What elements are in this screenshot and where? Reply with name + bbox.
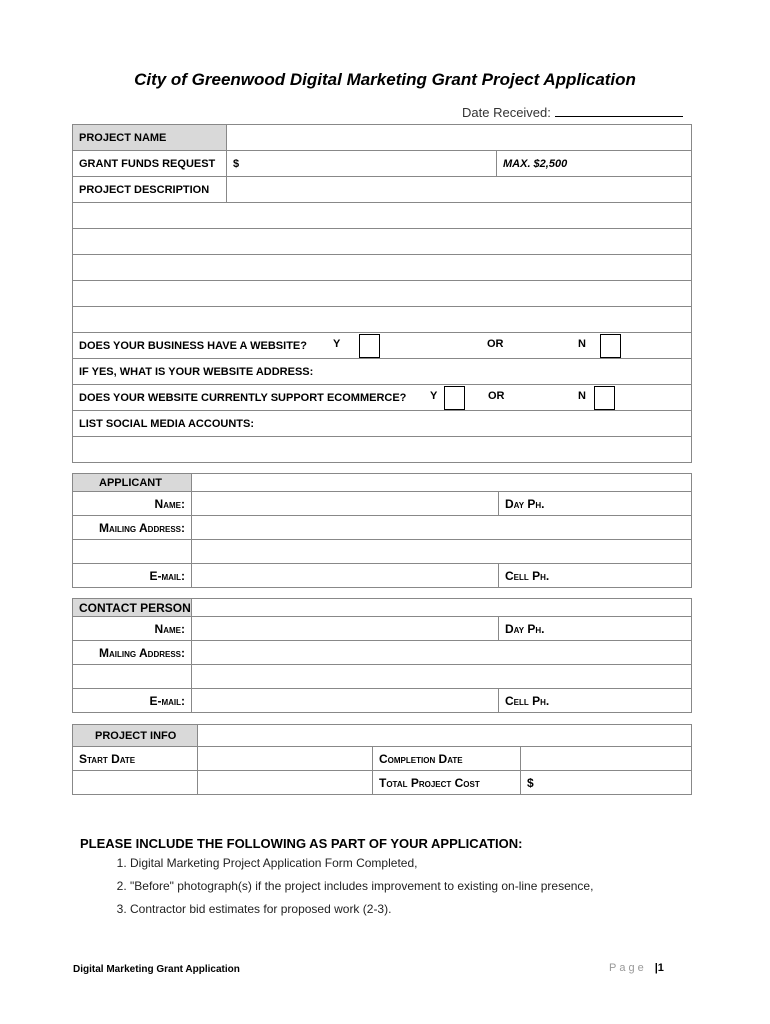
contact-mailing-extra [73,665,192,689]
website-address-label: IF YES, WHAT IS YOUR WEBSITE ADDRESS: [79,365,314,378]
project-info-table [72,724,692,795]
website-or-label: OR [487,338,504,350]
website-yes-checkbox[interactable] [359,334,380,358]
applicant-mailing-field[interactable] [192,516,692,540]
applicant-name-label: Name: [154,496,185,511]
ecommerce-no-label: N [578,390,586,402]
contact-mailing-field-2[interactable] [192,665,692,689]
start-date-field-2[interactable] [73,771,198,795]
page-number: |1 [654,962,664,974]
contact-mailing-field[interactable] [192,641,692,665]
applicant-cell-field[interactable] [499,564,692,588]
project-description-label: PROJECT DESCRIPTION [73,177,227,203]
grant-currency: $ [233,157,240,170]
contact-cell-field[interactable] [499,689,692,713]
contact-email-field[interactable] [192,689,499,713]
website-question: DOES YOUR BUSINESS HAVE A WEBSITE? [79,339,307,352]
date-received-label: Date Received: [462,105,551,120]
ecommerce-yes-label: Y [430,390,438,402]
contact-cell-label: Cell Ph. [505,693,550,708]
contact-email-label: E-mail: [149,693,185,708]
applicant-email-label: E-mail: [149,568,185,583]
applicant-header-field [192,474,692,492]
project-name-label: PROJECT NAME [73,125,227,151]
project-info-header: PROJECT INFO [73,725,198,747]
project-description-field[interactable] [227,177,692,203]
website-no-checkbox[interactable] [600,334,621,358]
ecommerce-question: DOES YOUR WEBSITE CURRENTLY SUPPORT ECOMMERCE? [79,391,407,404]
applicant-table [72,473,692,588]
ecommerce-or-label: OR [488,390,505,402]
grant-funds-field[interactable] [227,151,497,177]
applicant-mailing-label: Mailing Address: [99,520,185,535]
list-item: 1. Digital Marketing Project Application Form Completed, [130,852,593,875]
list-item: 2. "Before" photograph(s) if the project includes improvement to existing on-line presence, [130,875,593,898]
website-address-field[interactable] [73,359,692,385]
website-no-label: N [578,338,586,350]
grant-max-label: MAX. $2,500 [497,151,692,177]
contact-day-phone-label: Day Ph. [505,621,545,636]
description-line[interactable] [73,229,692,255]
completion-date-field[interactable] [521,747,692,771]
website-yes-label: Y [333,338,341,350]
page-word: Page [609,962,647,974]
date-received-line[interactable] [555,104,683,117]
start-date-label: Start Date [79,751,136,766]
total-cost-field[interactable] [521,771,692,795]
grant-funds-label: GRANT FUNDS REQUEST [73,151,227,177]
completion-date-label: Completion Date [379,751,463,766]
description-line[interactable] [73,281,692,307]
description-line[interactable] [73,203,692,229]
contact-table [72,598,692,713]
contact-header-field [192,599,692,617]
ecommerce-no-checkbox[interactable] [594,386,615,410]
form-title: City of Greenwood Digital Marketing Grant Project Application [134,70,636,89]
total-cost-currency: $ [527,775,534,790]
description-line[interactable] [73,307,692,333]
applicant-mailing-extra [73,540,192,564]
description-line[interactable] [73,255,692,281]
start-date-field[interactable] [198,747,373,771]
contact-day-phone-field[interactable] [499,617,692,641]
project-info-header-field [198,725,692,747]
includes-title: PLEASE INCLUDE THE FOLLOWING AS PART OF YOUR APPLICATION: [80,836,523,851]
contact-name-field[interactable] [192,617,499,641]
project-info-blank[interactable] [198,771,373,795]
applicant-mailing-field-2[interactable] [192,540,692,564]
applicant-email-field[interactable] [192,564,499,588]
project-table [72,124,692,463]
ecommerce-yes-checkbox[interactable] [444,386,465,410]
project-name-field[interactable] [227,125,692,151]
contact-header: CONTACT PERSON [73,599,192,617]
social-media-label-row [73,411,692,437]
applicant-day-phone-field[interactable] [499,492,692,516]
applicant-day-phone-label: Day Ph. [505,496,545,511]
footer-title: Digital Marketing Grant Application [73,964,240,975]
social-media-field[interactable] [73,437,692,463]
ecommerce-question-row [73,385,692,411]
contact-mailing-label: Mailing Address: [99,645,185,660]
total-cost-label: Total Project Cost [379,775,480,790]
list-item: 3. Contractor bid estimates for proposed work (2-3). [130,898,593,921]
website-question-row [73,333,692,359]
applicant-name-field[interactable] [192,492,499,516]
social-media-label: LIST SOCIAL MEDIA ACCOUNTS: [79,417,254,430]
includes-list [100,852,593,921]
page-indicator [609,962,664,974]
applicant-cell-label: Cell Ph. [505,568,550,583]
applicant-header: APPLICANT [73,474,192,492]
contact-name-label: Name: [154,621,185,636]
date-received [462,104,683,120]
